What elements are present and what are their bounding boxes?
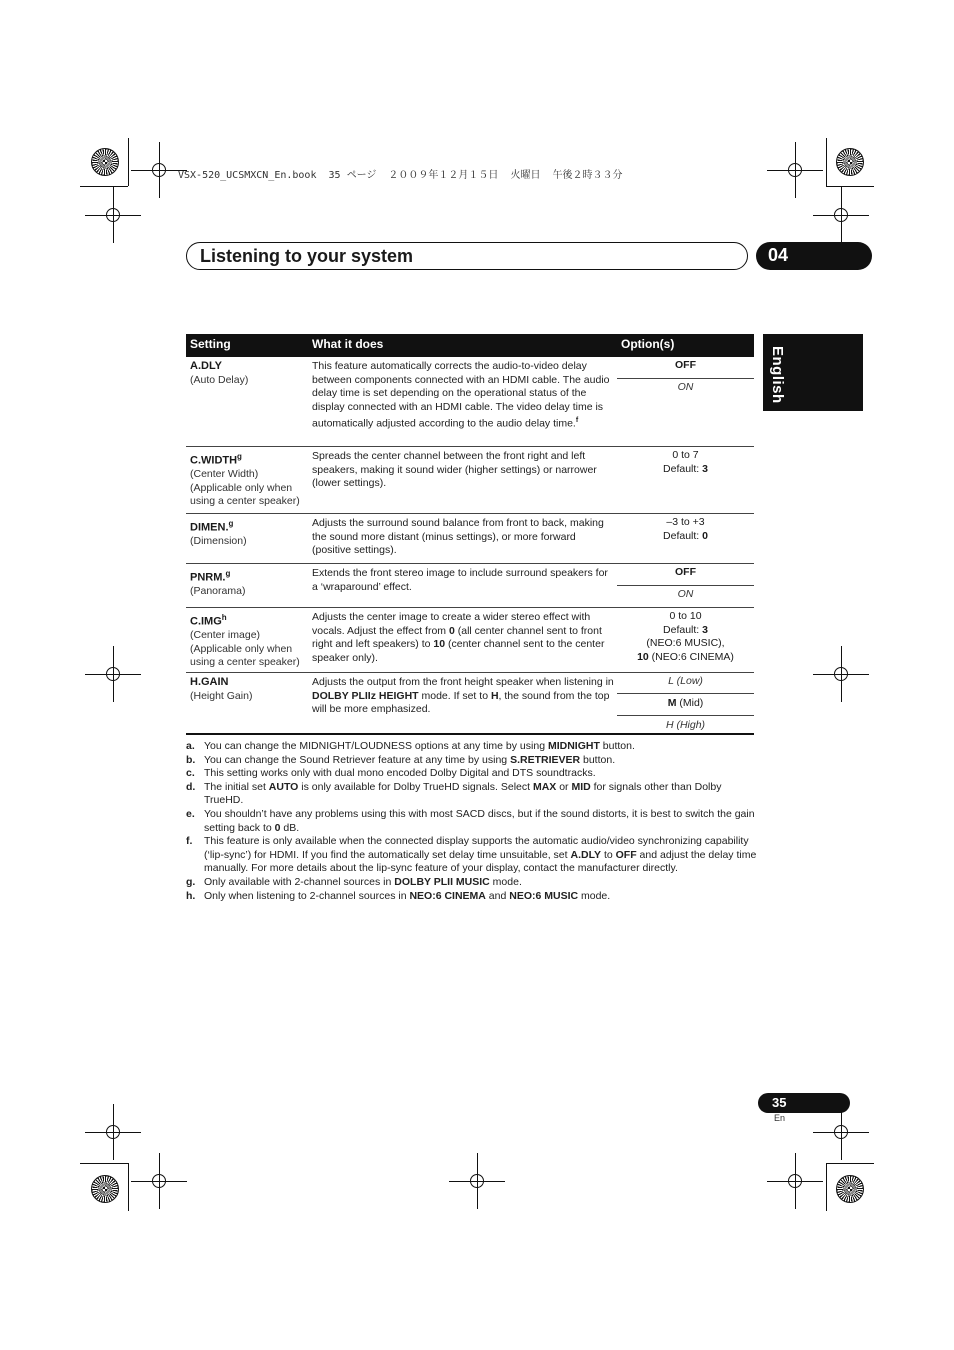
settings-table xyxy=(186,334,754,738)
setting-cell xyxy=(190,611,308,670)
column-header-options: Option(s) xyxy=(621,337,675,351)
options-cell xyxy=(617,610,754,664)
setting-subtitle: (Auto Delay) xyxy=(190,373,249,386)
description-cell: Adjusts the center image to create a wider stereo effect with vocals. Adjust the effect from 0 (all center channel sent to front right and left speakers) to 10 (center channel sent to the center speaker only). xyxy=(312,611,605,664)
column-header-setting: Setting xyxy=(190,337,231,351)
registration-wheel-bottom-right xyxy=(836,1175,864,1203)
footnote: g. Only available with 2-channel sources in DOLBY PLII MUSIC mode. xyxy=(186,875,522,888)
crop-line xyxy=(80,1163,128,1164)
crosshair-mark xyxy=(149,1171,169,1191)
description-cell: Adjusts the output from the front height speaker when listening in DOLBY PLIIz HEIGHT mode. If set to H, the sound from the top will be more emphasized. xyxy=(312,676,614,716)
setting-name: A.DLY xyxy=(190,360,222,372)
page-language: En xyxy=(774,1113,786,1123)
crosshair-mark xyxy=(467,1171,487,1191)
option-default: Default: 3 xyxy=(663,623,708,636)
table-bottom-rule xyxy=(186,733,754,735)
table-row xyxy=(186,564,754,608)
table-row xyxy=(186,447,754,514)
setting-name: PNRM.$^g$ xyxy=(190,569,231,584)
option-range: –3 to +3 xyxy=(666,516,705,528)
option-value: H (High) xyxy=(665,719,706,731)
crosshair-mark xyxy=(149,160,169,180)
footnote: b. You can change the Sound Retriever feature at any time by using S.RETRIEVER button. xyxy=(186,753,616,766)
table-row xyxy=(186,608,754,673)
crop-line xyxy=(826,1163,827,1211)
footnote: h. Only when listening to 2-channel sources in NEO:6 CINEMA and NEO:6 MUSIC mode. xyxy=(186,889,611,902)
crosshair-mark xyxy=(103,664,123,684)
footnote: e. You shouldn’t have any problems using this with most SACD discs, but if the sound distorts, it is best to switch the gain setting back to 0 dB. xyxy=(186,807,755,834)
crosshair-mark xyxy=(103,1122,123,1142)
table-header-row xyxy=(186,334,754,357)
table-row xyxy=(186,357,754,447)
crosshair-mark xyxy=(831,205,851,225)
setting-subtitle: (Applicable only when using a center speaker) xyxy=(190,481,300,508)
crop-line xyxy=(128,138,129,186)
option-value: ON xyxy=(677,381,694,393)
option-value: OFF xyxy=(675,566,696,578)
crosshair-mark xyxy=(785,160,805,180)
options-cell xyxy=(617,449,754,476)
option-value: L (Low) xyxy=(668,675,703,687)
registration-wheel-top-right xyxy=(836,148,864,176)
crosshair-mark xyxy=(831,664,851,684)
language-tab xyxy=(763,334,863,411)
setting-subtitle: (Applicable only when using a center speaker) xyxy=(190,642,300,669)
option-default: Default: 3 xyxy=(663,462,708,475)
page-number: 35 xyxy=(772,1095,787,1110)
crosshair-mark xyxy=(785,1171,805,1191)
setting-subtitle: (Height Gain) xyxy=(190,689,253,702)
option-range: 0 to 7 xyxy=(672,449,699,461)
crosshair-mark xyxy=(103,205,123,225)
description-cell: Extends the front stereo image to include surround speakers for a ‘wraparound’ effect. xyxy=(312,567,608,593)
description-cell: Spreads the center channel between the front right and left speakers, making it sound wider (higher settings) or narrower (lower settings). xyxy=(312,450,597,490)
setting-name: C.WIDTH$^g$ xyxy=(190,452,242,467)
footnotes xyxy=(186,740,758,903)
table-row xyxy=(186,673,754,738)
option-default: Default: 0 xyxy=(663,529,708,542)
crop-line xyxy=(826,186,874,187)
column-header-what-it-does: What it does xyxy=(312,337,384,351)
setting-name: DIMEN.$^g$ xyxy=(190,519,234,534)
crop-line xyxy=(826,138,827,186)
setting-name: H.GAIN xyxy=(190,676,229,688)
section-title-bar xyxy=(186,242,748,270)
crop-line xyxy=(80,186,128,187)
description-cell: This feature automatically corrects the audio-to-video delay between components connected with an HDMI cable. The audio delay time is set depending on the operational status of the display connected with an HDMI cable. The video delay time is automatically adjusted according to the audio delay time.$^f$ xyxy=(312,360,610,430)
chapter-badge xyxy=(756,242,872,270)
setting-cell xyxy=(190,517,308,549)
table-row xyxy=(186,514,754,564)
option-value: M (Mid) xyxy=(667,697,704,709)
section-title: Listening to your system xyxy=(200,246,414,266)
setting-subtitle: (Center Width) xyxy=(190,468,259,481)
footnote: d. The initial set AUTO is only available for Dolby TrueHD signals. Select MAX or MID for signals other than Dolby TrueHD. xyxy=(186,780,722,807)
print-info-line: VSX-520_UCSMXCN_En.book 35 ページ ２００９年１２月１５日 火曜日 午後２時３３分 xyxy=(178,170,623,181)
setting-cell xyxy=(190,676,308,703)
footnote: f. This feature is only available when the connected display supports the automatic audio/video synchronizing capability (‘lip-sync’) for HDMI. If you find the automatically set delay time unsuitable, set A.DLY to OFF and adjust the delay time manually. For more details about the lip-sync feature of your display, contact the manufacturer directly. xyxy=(186,835,757,875)
setting-subtitle: (Panorama) xyxy=(190,585,246,598)
option-note: 10 (NEO:6 CINEMA) xyxy=(637,650,734,663)
language-tab-label: English xyxy=(769,346,786,404)
setting-name: C.IMG$^h$ xyxy=(190,613,227,628)
chapter-number: 04 xyxy=(768,245,789,265)
options-cell xyxy=(617,516,754,543)
setting-cell xyxy=(190,567,308,599)
setting-cell xyxy=(190,360,308,387)
description-cell: Adjusts the surround sound balance from front to back, making the sound more distant (minus settings), or more forward (positive settings). xyxy=(312,517,604,557)
option-range: 0 to 10 xyxy=(669,610,702,622)
page-number-badge xyxy=(758,1093,850,1113)
setting-cell xyxy=(190,450,308,509)
footnote: a. You can change the MIDNIGHT/LOUDNESS options at any time by using MIDNIGHT button. xyxy=(186,740,635,752)
registration-wheel-bottom-left xyxy=(91,1175,119,1203)
crosshair-mark xyxy=(831,1122,851,1142)
setting-subtitle: (Center image) xyxy=(190,629,261,642)
registration-wheel-top-left xyxy=(91,148,119,176)
option-note: (NEO:6 MUSIC), xyxy=(646,637,725,650)
footnote: c. This setting works only with dual mono encoded Dolby Digital and DTS soundtracks. xyxy=(186,767,596,780)
option-value: ON xyxy=(677,588,694,600)
crop-line xyxy=(128,1163,129,1211)
option-value: OFF xyxy=(675,359,696,371)
setting-subtitle: (Dimension) xyxy=(190,535,247,548)
crop-line xyxy=(826,1163,874,1164)
